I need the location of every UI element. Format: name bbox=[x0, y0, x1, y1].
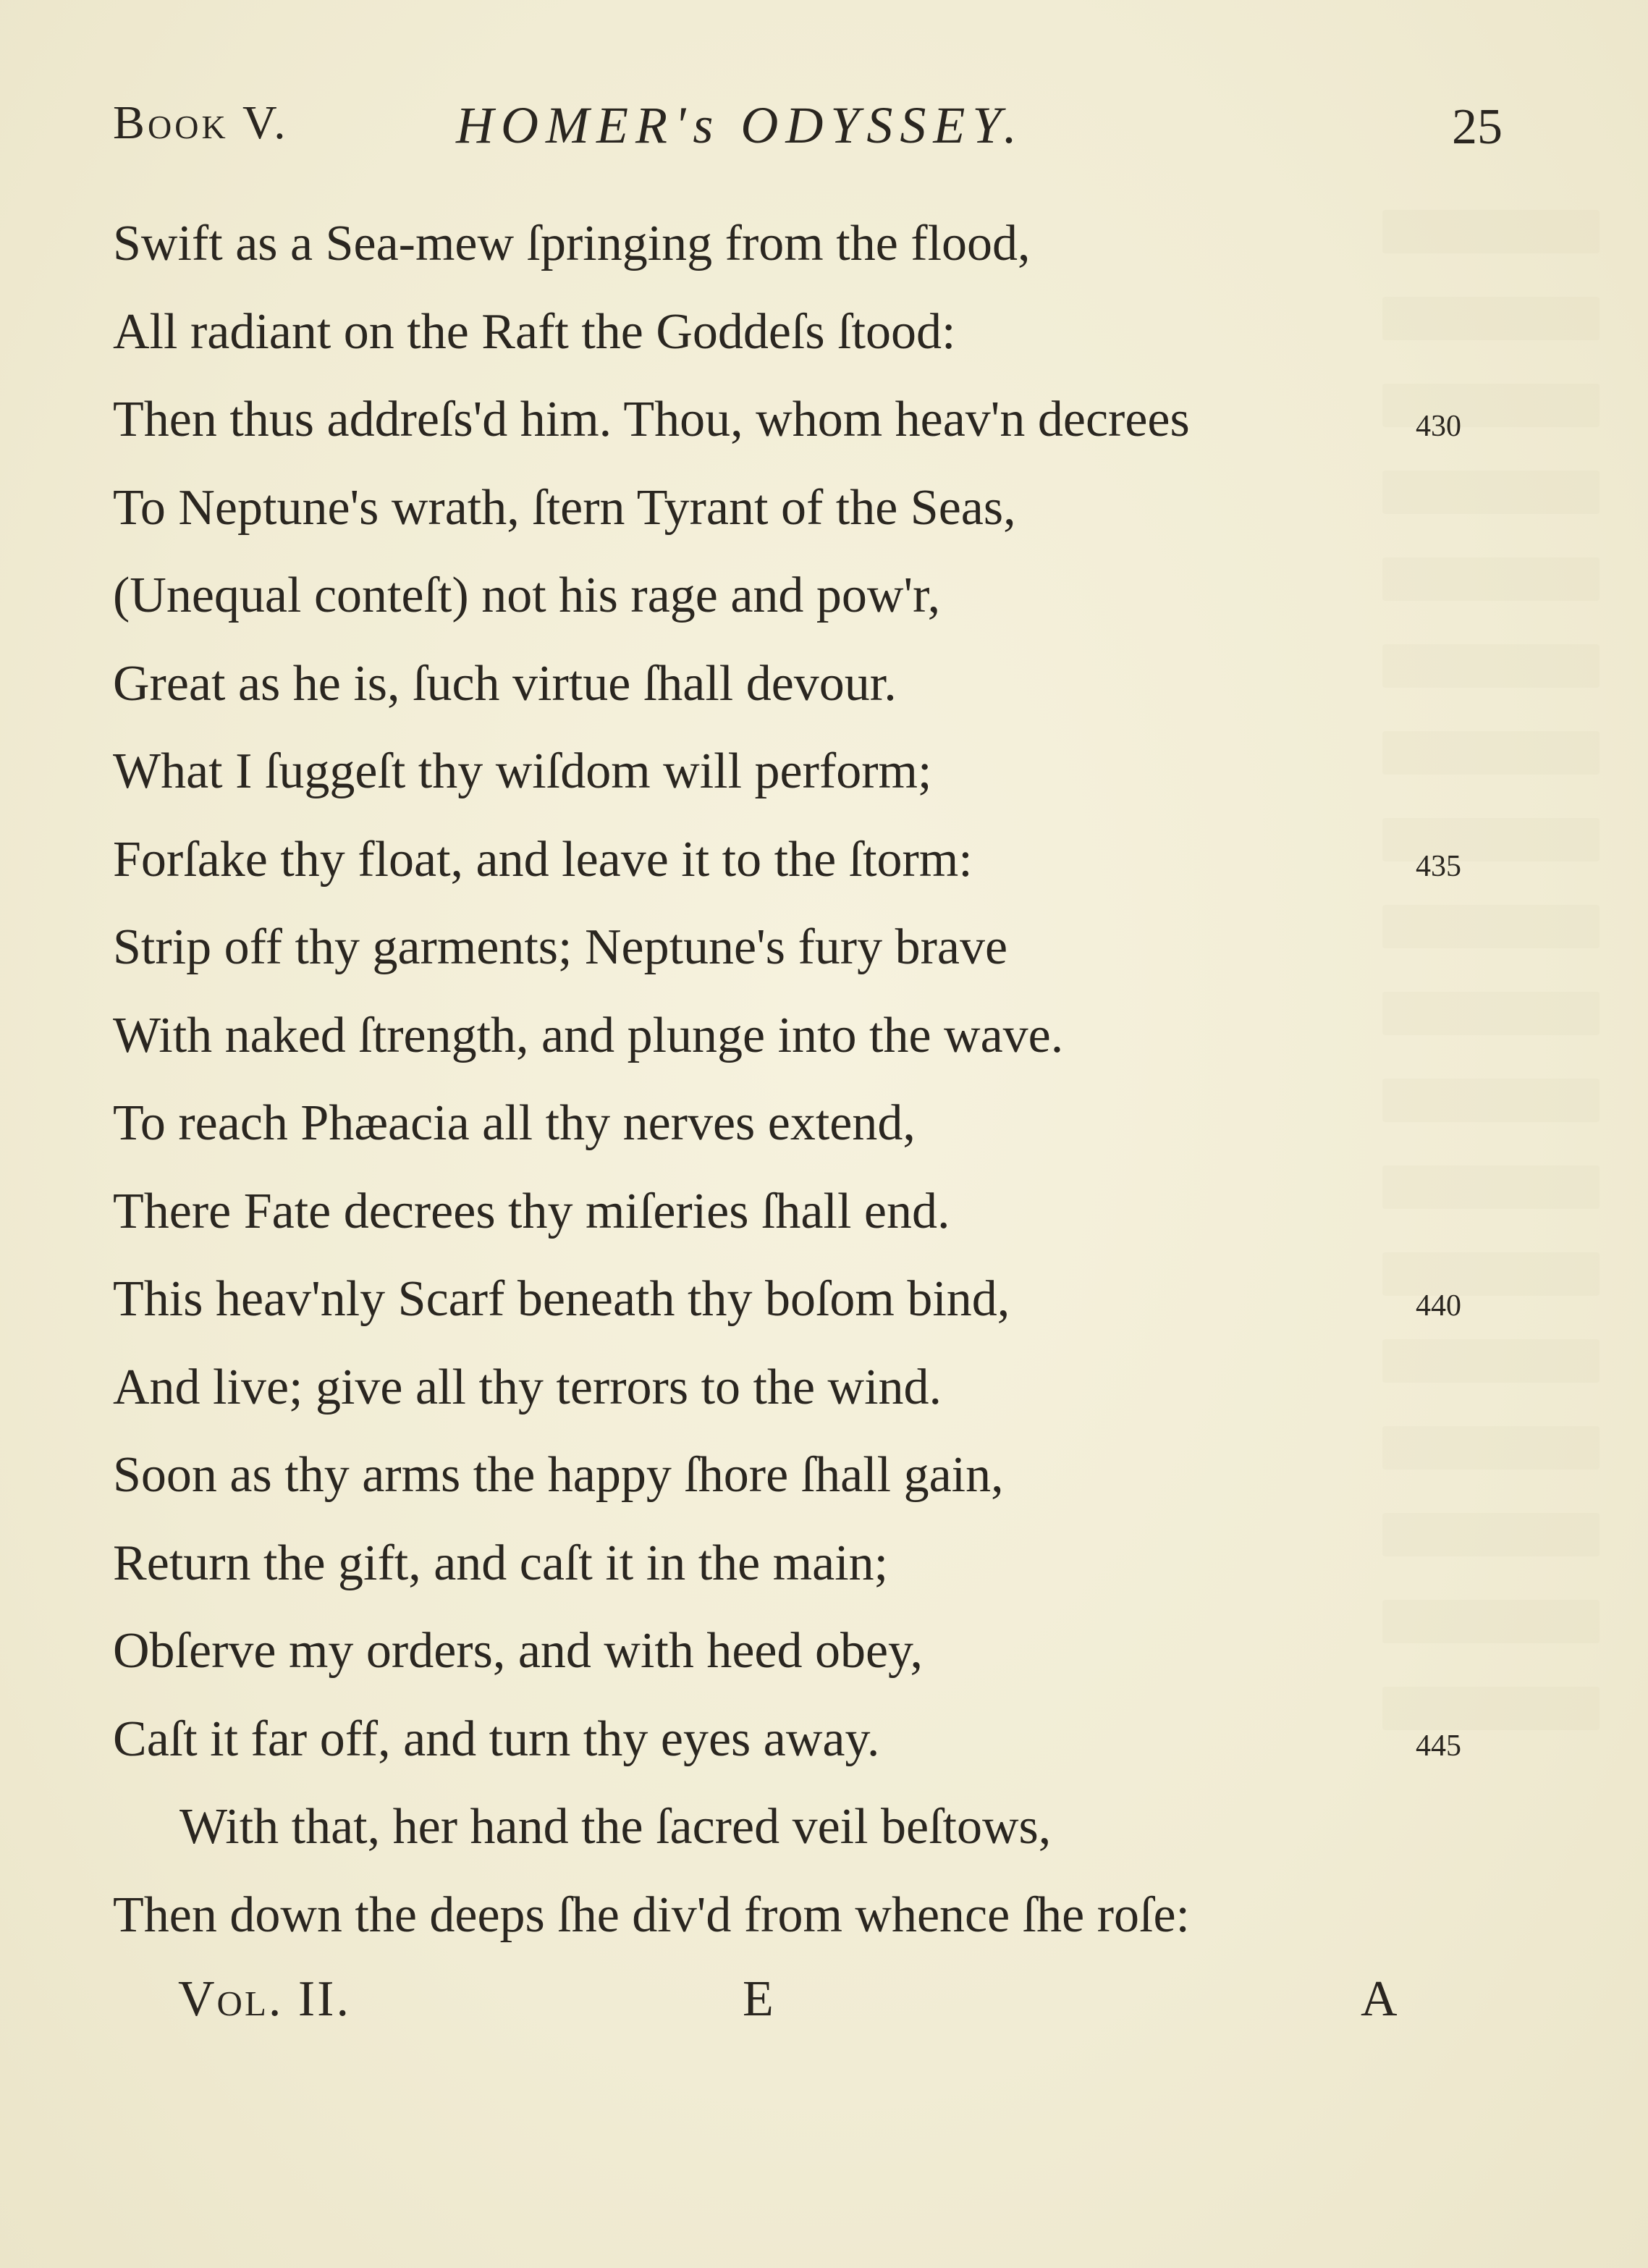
verse-text: To Neptune's wrath, ſtern Tyrant of the Seas, bbox=[113, 479, 1016, 536]
running-title: HOMER's ODYSSEY. bbox=[456, 96, 1024, 154]
verse-text: With that, her hand the ſacred veil beſtows, bbox=[179, 1799, 1052, 1855]
verse-text: Forſake thy float, and leave it to the ſtorm: bbox=[113, 831, 973, 888]
verse-line bbox=[113, 1783, 1488, 1871]
catchword: A bbox=[1361, 1971, 1398, 2027]
verse-text: Soon as thy arms the happy ſhore ſhall gain, bbox=[113, 1447, 1004, 1503]
verse-line bbox=[113, 1519, 1488, 1608]
verse-text: There Fate decrees thy miſeries ſhall end. bbox=[113, 1183, 950, 1239]
verse-line bbox=[113, 552, 1488, 640]
verse-text: Great as he is, ſuch virtue ſhall devour. bbox=[113, 655, 897, 712]
verse-text: Caſt it far off, and turn thy eyes away. bbox=[113, 1711, 880, 1767]
verse-line bbox=[113, 1344, 1488, 1432]
verse-line bbox=[113, 200, 1488, 288]
verse-text: To reach Phæacia all thy nerves extend, bbox=[113, 1095, 916, 1151]
line-number: 435 bbox=[1416, 849, 1461, 883]
poem-text bbox=[113, 200, 1488, 1959]
verse-text: With naked ſtrength, and plunge into the wave. bbox=[113, 1007, 1064, 1063]
verse-text: Strip off thy garments; Neptune's fury brave bbox=[113, 919, 1008, 975]
verse-line bbox=[113, 1695, 1488, 1784]
verse-line bbox=[113, 464, 1488, 552]
verse-text: All radiant on the Raft the Goddeſs ſtood: bbox=[113, 303, 956, 360]
signature-mark: E bbox=[743, 1971, 774, 2027]
verse-text: (Unequal conteſt) not his rage and pow'r, bbox=[113, 568, 941, 623]
verse-text: Swift as a Sea-mew ſpringing from the flood, bbox=[113, 216, 1031, 271]
line-number: 440 bbox=[1416, 1289, 1461, 1323]
verse-text: What I ſuggeſt thy wiſdom will perform; bbox=[113, 743, 932, 799]
verse-line bbox=[113, 992, 1488, 1080]
verse-line bbox=[113, 288, 1488, 376]
verse-line bbox=[113, 376, 1488, 464]
verse-text: Obſerve my orders, and with heed obey, bbox=[113, 1623, 924, 1679]
book-label: Book V. bbox=[113, 96, 289, 149]
verse-text: And live; give all thy terrors to the wind. bbox=[113, 1359, 942, 1415]
verse-text: This heav'nly Scarf beneath thy boſom bind, bbox=[113, 1271, 1010, 1327]
verse-line bbox=[113, 728, 1488, 816]
verse-line bbox=[113, 1079, 1488, 1168]
verse-line bbox=[113, 1431, 1488, 1519]
line-number: 430 bbox=[1416, 410, 1461, 443]
verse-text: Then down the deeps ſhe div'd from whence ſhe roſe: bbox=[113, 1887, 1190, 1943]
running-head bbox=[113, 96, 1503, 168]
verse-line bbox=[113, 1871, 1488, 1960]
verse-line bbox=[113, 903, 1488, 992]
page-footer bbox=[113, 1970, 1416, 2050]
volume-label: Vol. II. bbox=[178, 1971, 351, 2027]
verse-line bbox=[113, 1168, 1488, 1256]
page-number: 25 bbox=[1452, 99, 1503, 155]
verse-line bbox=[113, 816, 1488, 904]
line-number: 445 bbox=[1416, 1729, 1461, 1763]
verse-line bbox=[113, 1607, 1488, 1695]
verse-text: Return the gift, and caſt it in the main; bbox=[113, 1535, 889, 1591]
verse-text: Then thus addreſs'd him. Thou, whom heav'n decrees bbox=[113, 392, 1190, 447]
verse-line bbox=[113, 1255, 1488, 1344]
verse-line bbox=[113, 640, 1488, 728]
